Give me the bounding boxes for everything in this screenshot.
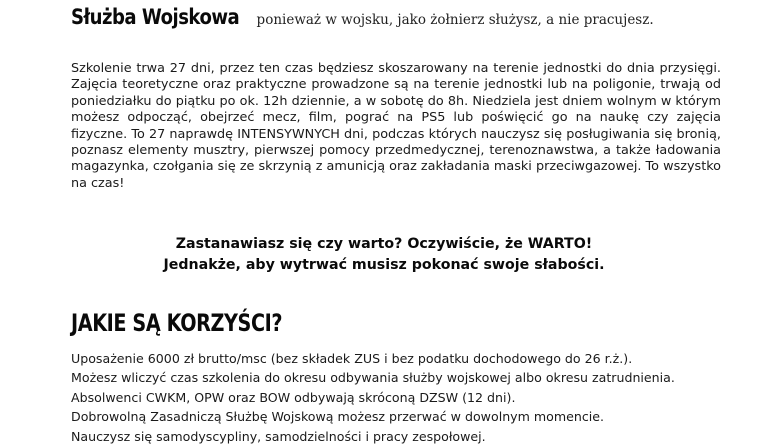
document-title: Służba Wojskowa (71, 5, 240, 29)
callout-line: Jednakże, aby wytrwać musisz pokonać swoje słabości. (163, 257, 605, 273)
benefit-item: Absolwenci CWKM, OPW oraz BOW odbywają skróconą DZSW (12 dni). (71, 389, 516, 405)
benefit-item: Nauczysz się samodyscypliny, samodzielności i pracy zespołowej. (71, 428, 486, 444)
benefit-item: Dobrowolną Zasadniczą Służbę Wojskową możesz przerwać w dowolnym momencie. (71, 409, 605, 425)
benefits-heading: JAKIE SĄ KORZYŚCI? (71, 309, 283, 337)
header (71, 5, 654, 29)
intro-paragraph: Szkolenie trwa 27 dni, przez ten czas będziesz skoszarowany na terenie jednostki do dnia przysięgi. Zajęcia teoretyczne oraz praktyczne prowadzone są na terenie jednostki lub na poligonie, trwają od poniedziałku do piątku po ok. 12h dziennie, a w sobotę do 8h. Niedziela jest dniem wolnym w którym możesz odpocząć, obejrzeć mecz, film, pograć na PS5 lub poświęcić go na naukę czy zajęcia fizyczne. To 27 naprawdę INTENSYWNYCH dni, podczas których nauczysz się posługiwania się bronią, poznasz elementy musztry, pierwszej pomocy przedmedycznej, terenoznawstwa, a także ładowania magazynka, czołgania się ze skrzynią z amunicją oraz zakładania maski przeciwgazowej. To wszystko na czas! (71, 61, 721, 191)
callout-line: Zastanawiasz się czy warto? Oczywiście, że WARTO! (175, 236, 593, 252)
benefits-list (71, 349, 751, 446)
benefit-item: Uposażenie 6000 zł brutto/msc (bez składek ZUS i bez podatku dochodowego do 26 r.ż.). (71, 351, 633, 366)
benefit-item: Możesz wliczyć czas szkolenia do okresu odbywania służby wojskowej albo okresu zatrudnienia. (71, 370, 675, 386)
document-subtitle: ponieważ w wojsku, jako żołnierz służysz, a nie pracujesz. (256, 12, 654, 28)
callout (71, 234, 697, 276)
